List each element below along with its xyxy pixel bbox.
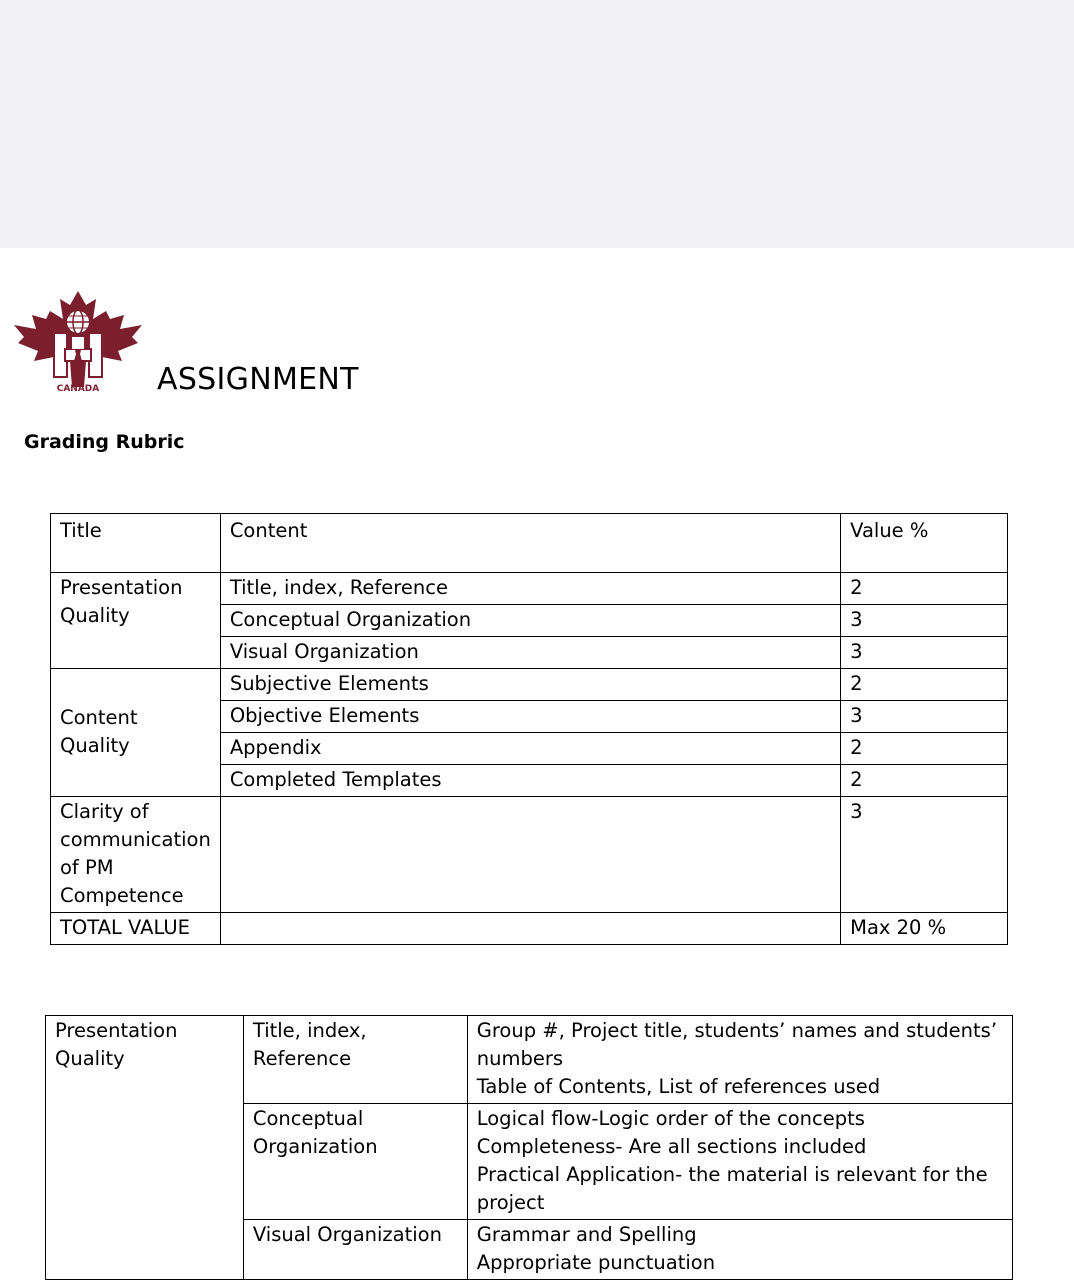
table-row [51,797,1008,913]
criterion-description [467,1016,1012,1104]
criterion-description [467,1220,1012,1280]
description-line: Appropriate punctuation [476,1251,716,1274]
table-header-row [51,514,1008,573]
row-content: Conceptual Organization [220,605,840,637]
row-content [220,797,840,913]
criterion-name: Visual Organization [243,1220,467,1280]
section-title: Presentation Quality [46,1016,244,1280]
total-value: Max 20 % [841,913,1008,945]
row-value: 2 [841,573,1008,605]
row-content: Completed Templates [220,765,840,797]
criterion-name: Title, index, Reference [243,1016,467,1104]
row-content: Title, index, Reference [220,573,840,605]
criteria-details-table [45,1015,1013,1280]
row-value: 2 [841,733,1008,765]
row-value: 3 [841,701,1008,733]
description-line: Logical flow-Logic order of the concepts [476,1107,865,1130]
table-row [51,573,1008,605]
row-value: 2 [841,765,1008,797]
total-row [51,913,1008,945]
description-line: Group #, Project title, students’ names and students’ numbers [476,1019,998,1070]
rubric-heading: Grading Rubric [24,431,185,453]
description-line: Table of Contents, List of references used [476,1075,881,1098]
group-title: Content Quality [51,669,221,797]
total-content [220,913,840,945]
table-row [46,1016,1013,1104]
row-content: Visual Organization [220,637,840,669]
criterion-name: Conceptual Organization [243,1104,467,1220]
row-value: 2 [841,669,1008,701]
group-title: Clarity of communication of PM Competence [51,797,221,913]
row-content: Subjective Elements [220,669,840,701]
criterion-description [467,1104,1012,1220]
top-blank-band [0,0,1074,248]
row-content: Appendix [220,733,840,765]
header-title: Title [51,514,221,573]
grading-rubric-table [50,513,1008,945]
total-label: TOTAL VALUE [51,913,221,945]
page-title: ASSIGNMENT [157,362,359,397]
row-value: 3 [841,797,1008,913]
header-content: Content [220,514,840,573]
description-line: Completeness- Are all sections included [476,1135,867,1158]
institution-logo [10,289,146,393]
description-line: Practical Application- the material is relevant for the project [476,1163,988,1214]
row-value: 3 [841,605,1008,637]
table-row [51,669,1008,701]
row-value: 3 [841,637,1008,669]
logo-caption: CANADA [56,384,100,393]
header-value: Value % [841,514,1008,573]
group-title: Presentation Quality [51,573,221,669]
row-content: Objective Elements [220,701,840,733]
description-line: Grammar and Spelling [476,1223,697,1246]
